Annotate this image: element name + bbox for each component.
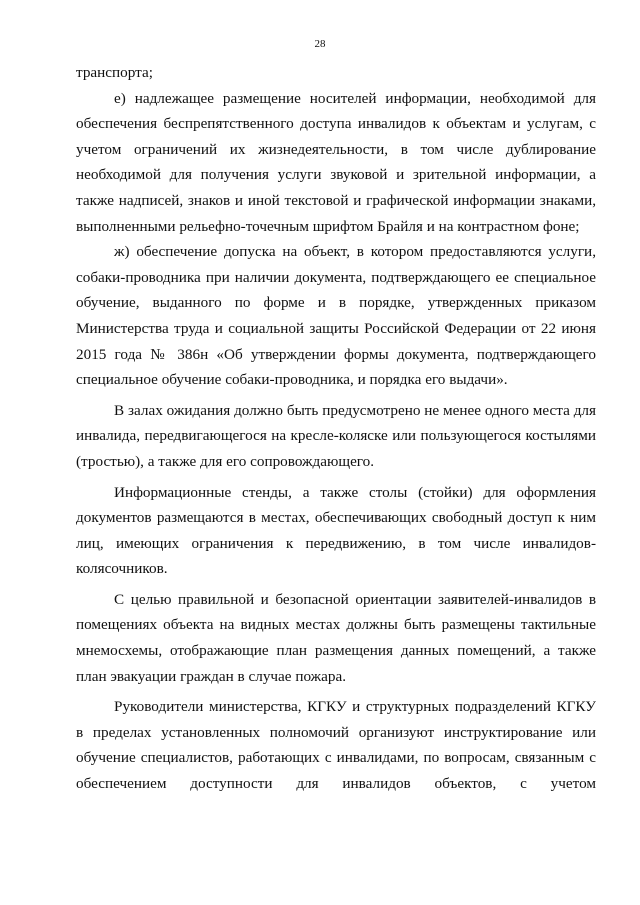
paragraph-item-e: е) надлежащее размещение носителей информации, необходимой для обеспечения беспрепятственного доступа инвалидов к объектам и услугам, с учетом ограничений их жизнедеятельности, в том числе дублирование необходимой для получения услуги звуковой и зрительной информации, а также надписей, знаков и иной текстовой и графической информации знаками, выполненными рельефно-точечным шрифтом Брайля и на контрастном фоне; xyxy=(76,89,596,235)
paragraph-staff-training: Руководители министерства, КГКУ и структурных подразделений КГКУ в пределах установленных полномочий организуют инструктирование или обучение специалистов, работающих с инвалидами, по вопросам, связанным с обеспечением доступности для инвалидов объектов, с учетом xyxy=(76,698,596,793)
paragraph-item-zh: ж) обеспечение допуска на объект, в котором предоставляются услуги, собаки-проводника при наличии документа, подтверждающего ее специальное обучение, выданного по форме и в порядке, утвержденных приказом Министерства труда и социальной защиты Российской Федерации от 22 июня 2015 года № 386н «Об утверждении формы документа, подтверждающего специальное обучение собаки-проводника, и порядка его выдачи». xyxy=(76,243,596,389)
paragraph-tactile-schemes: С целью правильной и безопасной ориентации заявителей-инвалидов в помещениях объекта на видных местах должны быть размещены тактильные мнемосхемы, отображающие план размещения данных помещений, а также план эвакуации граждан в случае пожара. xyxy=(76,590,596,685)
paragraph-info-stands: Информационные стенды, а также столы (стойки) для оформления документов размещаются в местах, обеспечивающих свободный доступ к ним лиц, имеющих ограничения к передвижению, в том числе инвалидов-колясочников. xyxy=(76,483,596,578)
document-body xyxy=(76,60,596,797)
page-number: 28 xyxy=(314,38,326,50)
paragraph-waiting-rooms: В залах ожидания должно быть предусмотрено не менее одного места для инвалида, передвигающегося на кресле-коляске или пользующегося костылями (тростью), а также для его сопровождающего. xyxy=(76,401,596,470)
paragraph-continuation: транспорта; xyxy=(76,64,153,81)
